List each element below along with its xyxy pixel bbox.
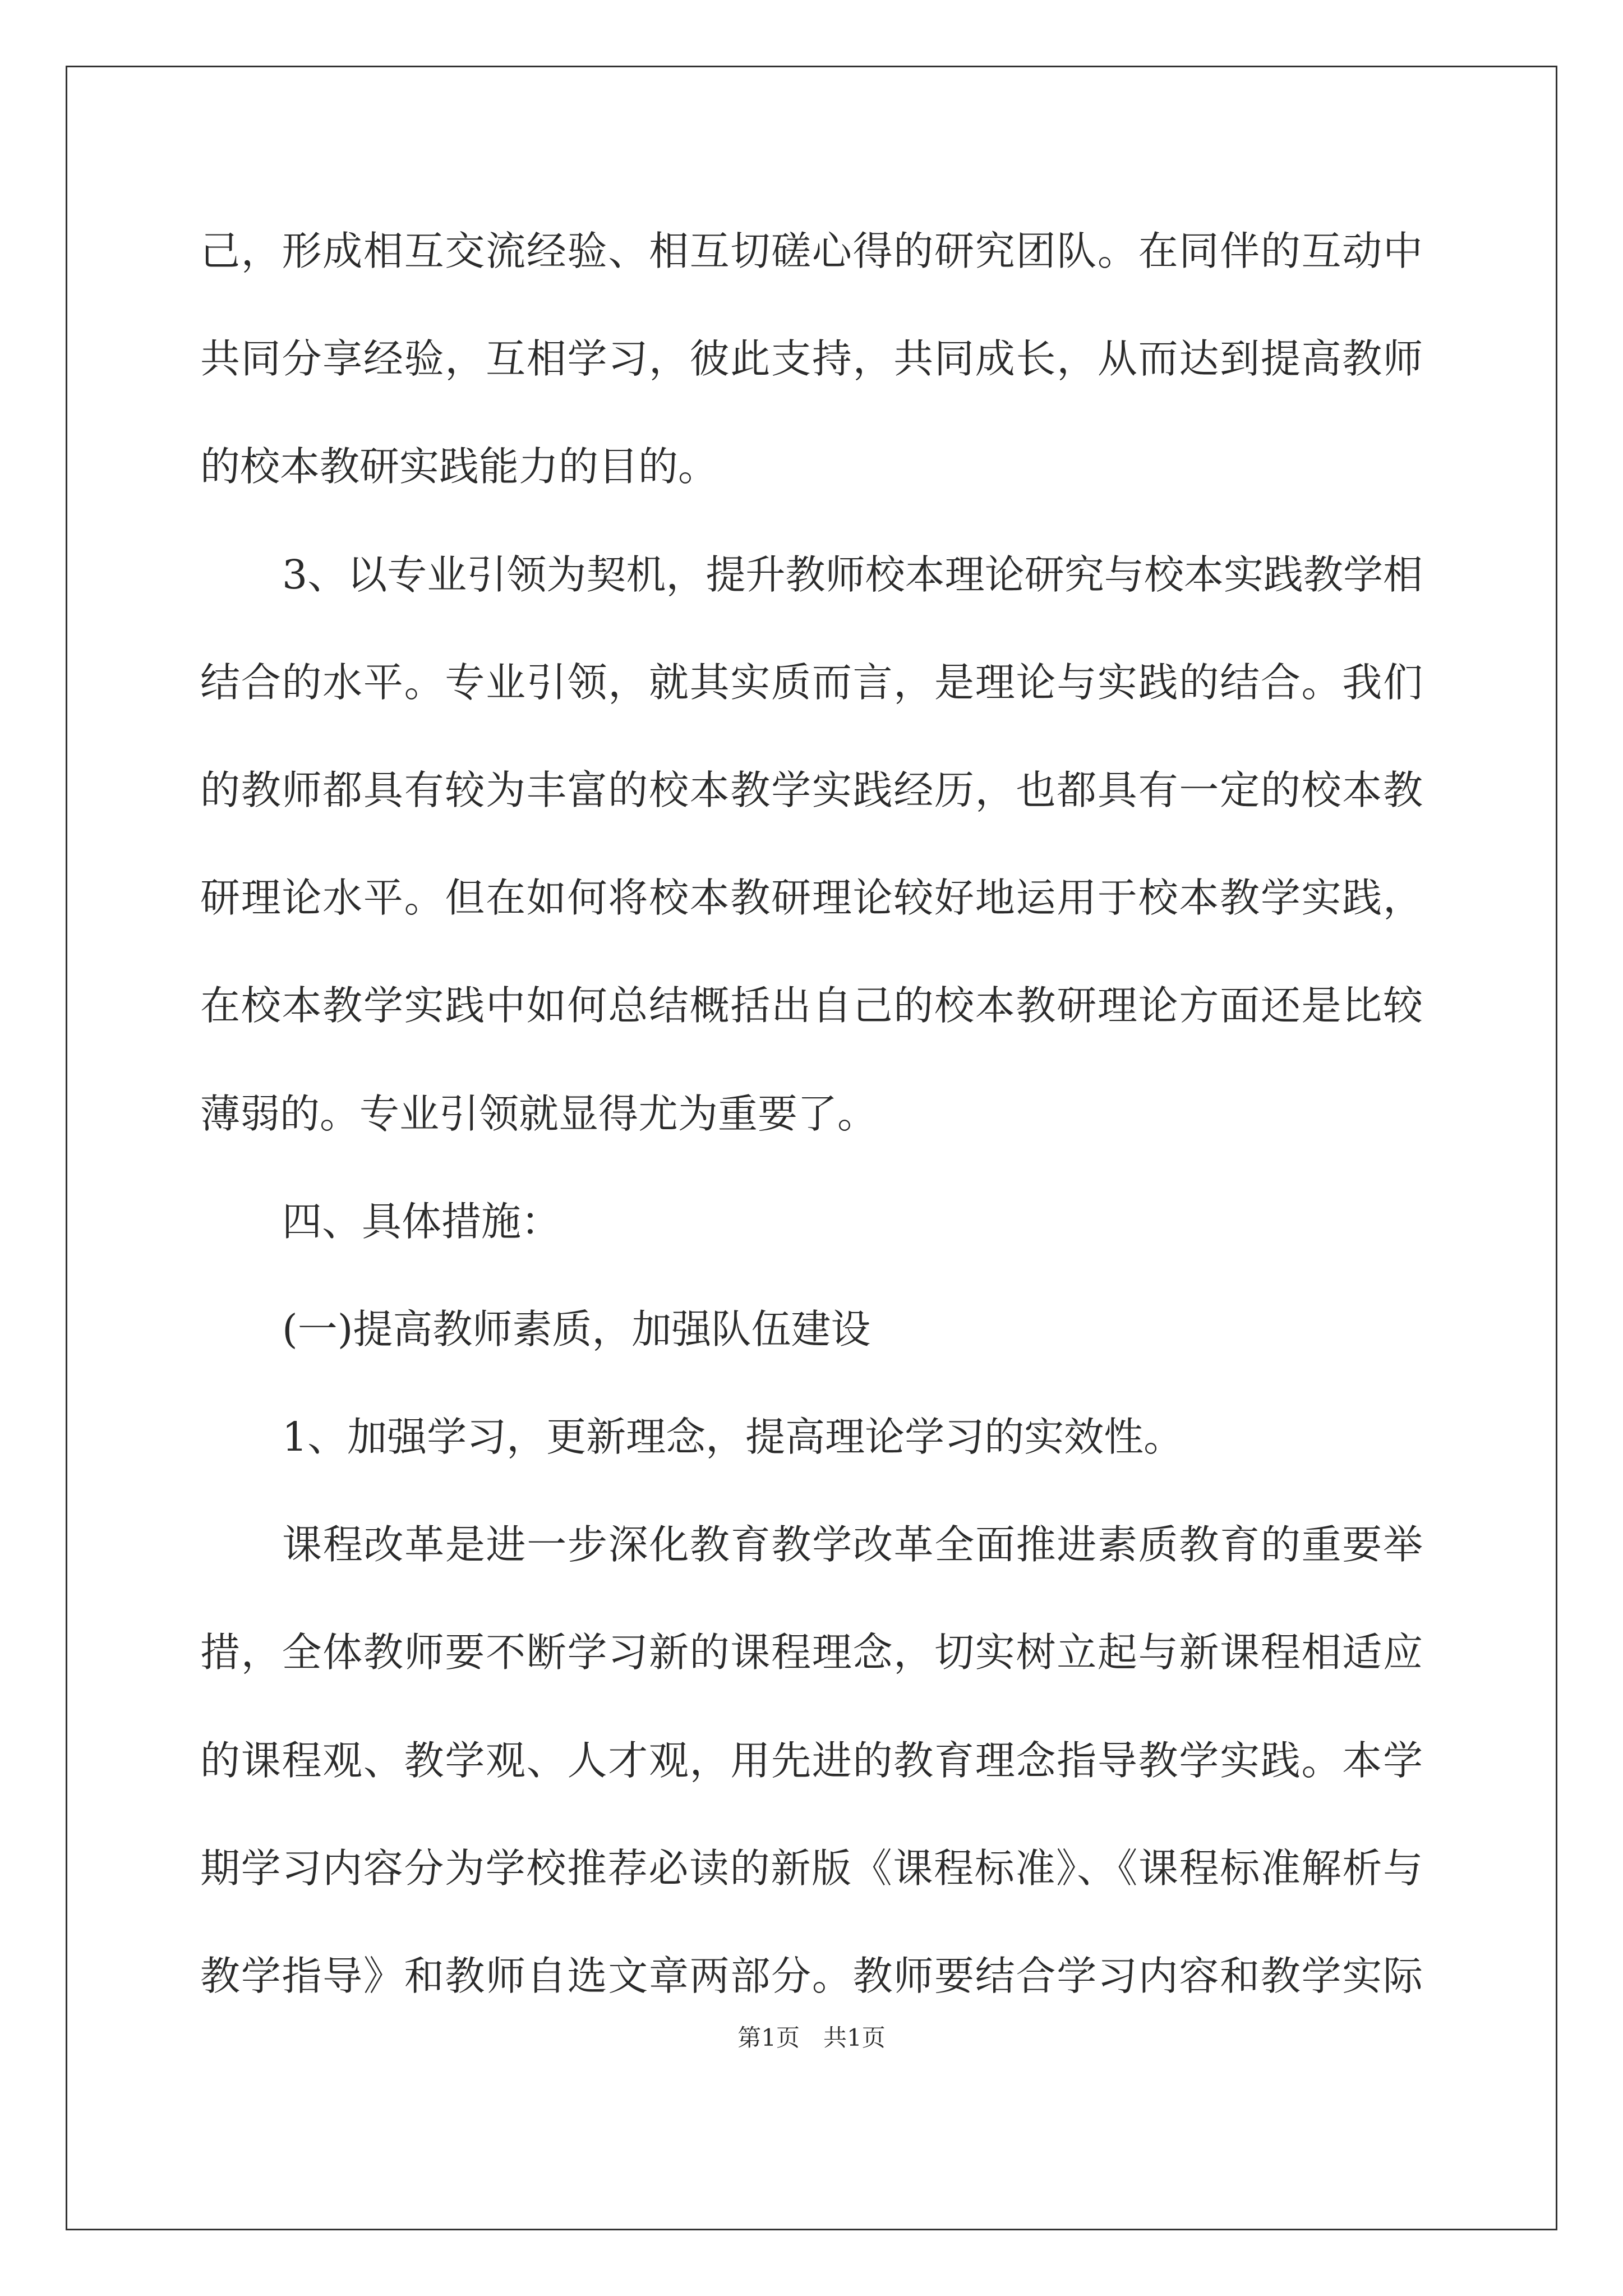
- text-line: 共同分享经验，互相学习，彼此支持，共同成长，从而达到提高教师: [200, 335, 1423, 383]
- text-line: 四、具体措施：: [282, 1198, 561, 1245]
- text-line: 措，全体教师要不断学习新的课程理念，切实树立起与新课程相适应: [200, 1629, 1423, 1676]
- text-line: 结合的水平。专业引领，就其实质而言，是理论与实践的结合。我们: [200, 659, 1423, 706]
- text-line: 期学习内容分为学校推荐必读的新版《课程标准》、《课程标准解析与: [200, 1844, 1423, 1892]
- text-line: 在校本教学实践中如何总结概括出自己的校本教研理论方面还是比较: [200, 982, 1423, 1029]
- text-line: 课程改革是进一步深化教育教学改革全面推进素质教育的重要举: [282, 1521, 1423, 1568]
- page-footer: 第1页 共1页: [737, 2024, 886, 2051]
- text-line: (一)提高教师素质，加强队伍建设: [282, 1305, 871, 1352]
- text-line: 的教师都具有较为丰富的校本教学实践经历，也都具有一定的校本教: [200, 766, 1423, 813]
- text-line: 1、加强学习，更新理念，提高理论学习的实效性。: [282, 1414, 1184, 1461]
- text-line: 的课程观、教学观、人才观，用先进的教育理念指导教学实践。本学: [200, 1737, 1423, 1784]
- text-line: 研理论水平。但在如何将校本教研理论较好地运用于校本教学实践，: [200, 875, 1423, 922]
- text-line: 薄弱的。专业引领就显得尤为重要了。: [200, 1090, 878, 1137]
- text-line: 3、以专业引领为契机，提升教师校本理论研究与校本实践教学相: [282, 551, 1423, 598]
- text-line: 的校本教研实践能力的目的。: [200, 443, 718, 490]
- text-line: 己，形成相互交流经验、相互切磋心得的研究团队。在同伴的互动中: [200, 228, 1423, 274]
- document-body: [200, 218, 1423, 2050]
- text-line: 教学指导》和教师自选文章两部分。教师要结合学习内容和教学实际: [200, 1953, 1423, 1999]
